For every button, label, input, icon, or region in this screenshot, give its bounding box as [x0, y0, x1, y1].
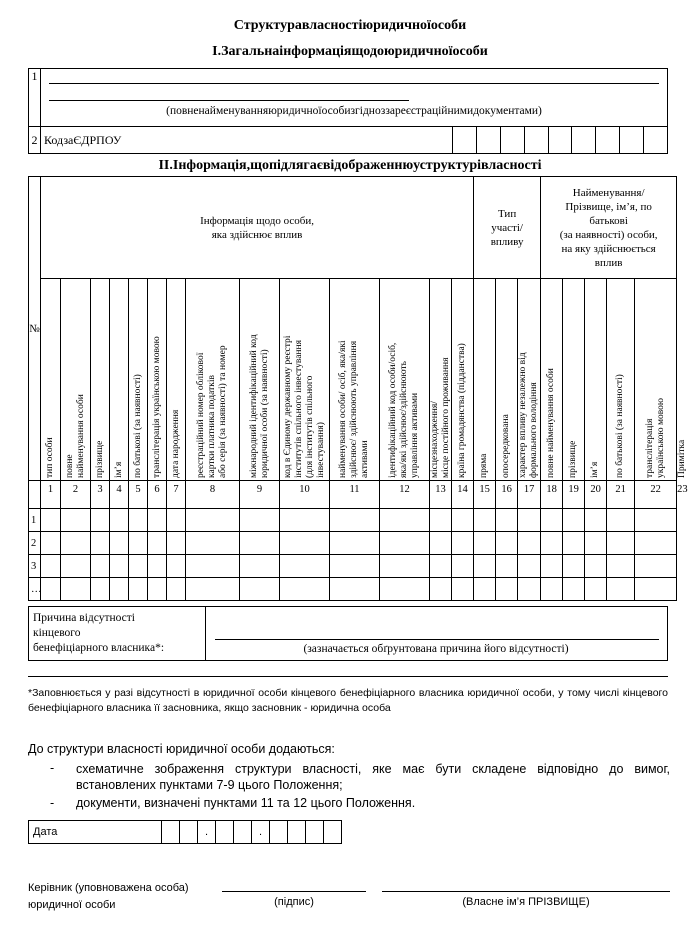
col-index: 22 — [635, 481, 677, 509]
col-header: тип особи — [45, 436, 55, 478]
col-header: найменування особи/ осіб, яка/які здійснює/ здійснюють управління активами — [338, 339, 370, 478]
col-header: прізвище — [568, 440, 579, 478]
participation-type-header: Тип участі/ впливу — [474, 177, 541, 279]
reason-input[interactable] — [215, 625, 659, 640]
table-row[interactable] — [29, 532, 677, 555]
col-header: транслітерація українською мовою — [644, 397, 666, 478]
number-header: № — [29, 177, 41, 481]
col-header: місцезнаходження/ місце постійного проживання — [430, 357, 451, 478]
reason-label: Причина відсутності кінцевого бенефіціарного власника*: — [33, 612, 165, 654]
signature-line[interactable] — [222, 891, 366, 892]
col-index: 19 — [563, 481, 585, 509]
list-bullet: - — [50, 761, 55, 775]
missing-owner-reason — [28, 606, 668, 661]
col-header: прізвище — [94, 440, 105, 478]
document-title: Структуравласностіюридичноїособи — [233, 18, 467, 33]
full-name-caption: (повненайменуванняюридичноїособизгідноззареєстраційнимидокументами) — [166, 105, 542, 117]
col-header: ім’я — [590, 461, 601, 478]
col-index: 1 — [41, 481, 61, 509]
signature-caption: (підпис) — [274, 896, 314, 908]
col-index: 5 — [129, 481, 148, 509]
full-name-field[interactable] — [41, 69, 668, 127]
col-header: по батькові (за наявності) — [615, 373, 626, 478]
person-info-header: Інформація щодо особи, яка здійснює вплив — [41, 177, 474, 279]
col-header: опосередкована — [501, 413, 512, 478]
col-header: характер впливу незалежно від формального володіння — [518, 351, 540, 478]
column-index-row: 1 2 3 4 5 6 7 8 9 10 11 12 13 14 15 16 17 18 19 20 21 22 23 — [29, 481, 677, 509]
col-index: 21 — [607, 481, 635, 509]
col-index: 7 — [167, 481, 186, 509]
col-index: 3 — [91, 481, 110, 509]
col-index: 12 — [380, 481, 430, 509]
col-index: 8 — [186, 481, 240, 509]
signatory-role: Керівник (уповноважена особа) юридичної особи — [28, 882, 189, 911]
list-bullet: - — [50, 796, 55, 810]
col-index: 15 — [474, 481, 496, 509]
footnote: *Заповнюється у разі відсутності в юридичної особи кінцевого бенефіціарного власника юридичної особи, у тому числі кінцевого бенефіціарного власника її засновника, якщо засновник - юридична особа — [28, 687, 668, 714]
section2-title: ІІ.Інформація,щопідлягаєвідображеннюуструктурівласності — [158, 158, 542, 173]
col-header: ідентифікаційний код особи/осіб, яка/які здійснює/здійснюють управління активами — [388, 342, 420, 478]
col-header: Примітка — [677, 439, 688, 478]
date-field[interactable] — [28, 820, 342, 844]
col-header: пряма — [479, 453, 490, 478]
col-index: 9 — [240, 481, 280, 509]
row-number: … — [29, 578, 41, 601]
col-index: 17 — [518, 481, 541, 509]
col-index: 20 — [585, 481, 607, 509]
attachment-item: документи, визначені пунктами 11 та 12 цього Положення. — [76, 796, 416, 810]
col-index: 11 — [330, 481, 380, 509]
col-header: ім’я — [113, 461, 124, 478]
target-person-header: Найменування/ Прізвище, ім’я, по батькові (за наявності) особи, на яку здійснюється вплив — [541, 177, 677, 279]
col-index: 10 — [280, 481, 330, 509]
col-index: 2 — [61, 481, 91, 509]
date-label: Дата — [29, 821, 162, 844]
col-header: повне найменування особи — [546, 367, 557, 478]
col-header: код в Єдиному державному реєстрі інститутів спільного інвестування (для інститутів спільного інвестування) — [282, 335, 326, 478]
attachment-item: схематичне зображення структури власності, яке має бути складене відповідно до вимог, встановлених пунктами 7-9 цього Положення; — [76, 762, 670, 792]
col-header: повне найменування особи — [64, 393, 86, 478]
col-index: 6 — [148, 481, 167, 509]
col-header: реєстраційний номер облікової картки платника податків або серія (за наявності) та номер — [196, 344, 228, 478]
col-index: 4 — [110, 481, 129, 509]
col-header: транслітерація українською мовою — [151, 335, 162, 478]
row-number: 1 — [29, 509, 41, 532]
col-header: дата народження — [170, 409, 181, 478]
row-number: 3 — [29, 555, 41, 578]
col-index: 18 — [541, 481, 563, 509]
attachments-intro: До структури власності юридичної особи додаються: — [28, 742, 335, 756]
reason-caption: (зазначається обґрунтована причина його відсутності) — [303, 643, 569, 655]
row-number: 1 — [29, 69, 41, 127]
col-header: міжнародний ідентифікаційний код юридичної особи (за наявності) — [248, 333, 270, 478]
row-number: 2 — [29, 127, 41, 154]
divider — [28, 676, 668, 677]
col-index: 13 — [430, 481, 452, 509]
name-caption: (Власне ім’я ПРІЗВИЩЕ) — [462, 896, 590, 908]
section1-title: І.Загальнаінформаціящодоюридичноїособи — [212, 44, 488, 59]
table-row[interactable] — [29, 578, 677, 601]
col-index: 14 — [452, 481, 474, 509]
col-header: країна громадянства (підданства) — [457, 342, 468, 478]
edrpou-code-field[interactable] — [453, 127, 668, 154]
ownership-table — [28, 176, 688, 601]
date-separator: . — [252, 821, 270, 844]
col-header: по батькові (за наявності) — [132, 373, 143, 478]
edrpou-label: КодзаЄДРПОУ — [41, 127, 453, 154]
row-number: 2 — [29, 532, 41, 555]
general-info-table — [28, 68, 668, 154]
date-separator: . — [198, 821, 216, 844]
col-index: 16 — [496, 481, 518, 509]
table-row[interactable] — [29, 555, 677, 578]
table-row[interactable] — [29, 509, 677, 532]
name-line[interactable] — [382, 891, 670, 892]
